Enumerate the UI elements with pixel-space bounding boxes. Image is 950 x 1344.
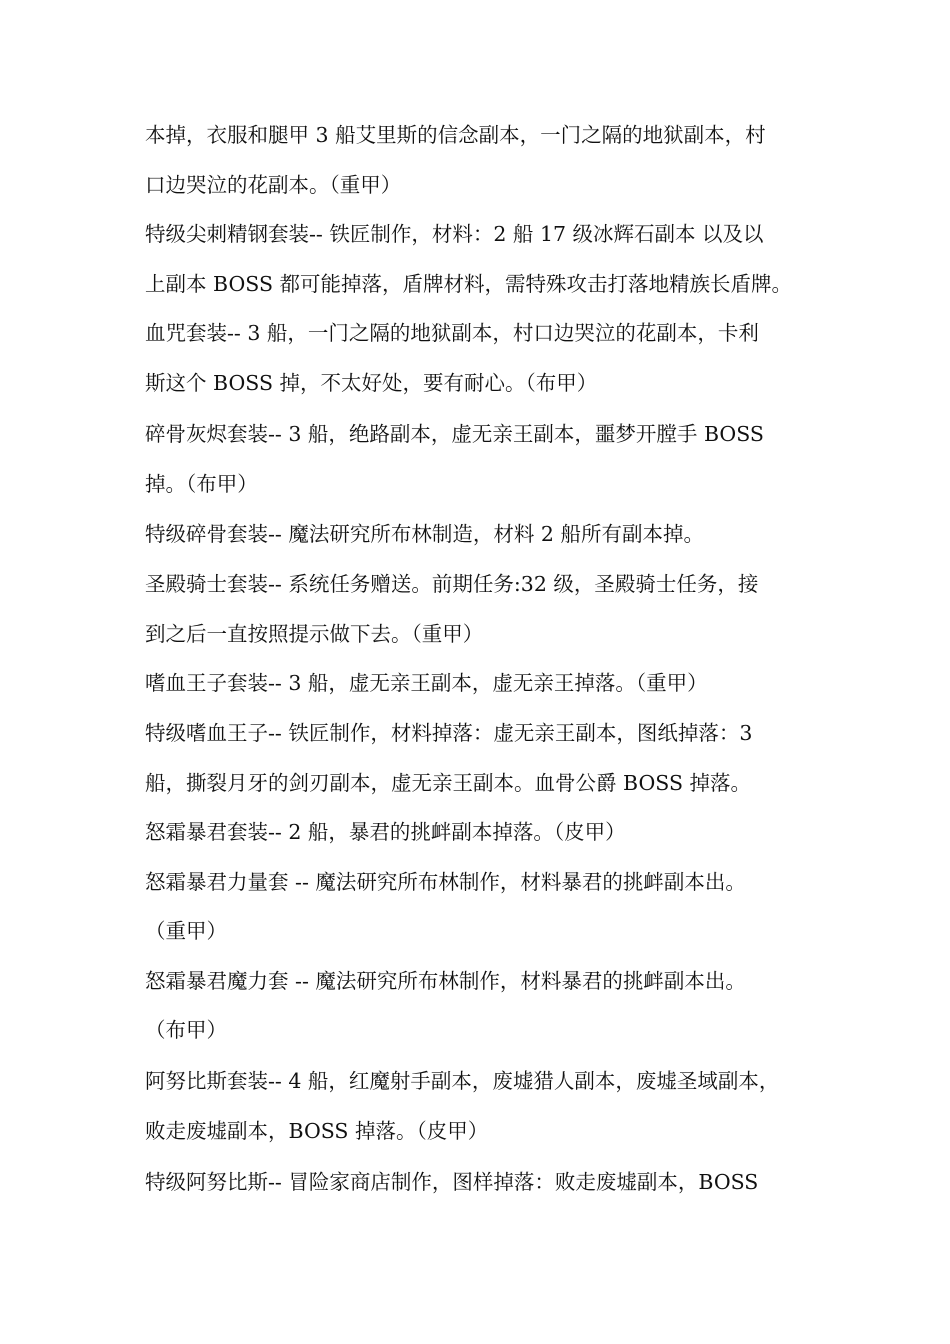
text-line: 斯这个 BOSS 掉，不太好处，要有耐心。（布甲）: [145, 371, 598, 395]
text-line: 特级阿努比斯-- 冒险家商店制作，图样掉落：败走废墟副本，BOSS: [145, 1170, 759, 1194]
text-line: 特级嗜血王子-- 铁匠制作，材料掉落：虚无亲王副本，图纸掉落：3: [145, 721, 753, 745]
text-line: 本掉，衣服和腿甲 3 船艾里斯的信念副本，一门之隔的地狱副本，村: [145, 123, 766, 147]
text-line: 特级尖刺精钢套装-- 铁匠制作，材料：2 船 17 级冰辉石副本 以及以: [145, 222, 764, 246]
text-line: 到之后一直按照提示做下去。（重甲）: [145, 622, 484, 646]
text-line: 阿努比斯套装-- 4 船，红魔射手副本，废墟猎人副本，废墟圣域副本，: [145, 1069, 780, 1093]
text-line: （布甲）: [145, 1018, 227, 1042]
text-line: 掉。（布甲）: [145, 472, 258, 496]
text-line: 血咒套装-- 3 船，一门之隔的地狱副本，村口边哭泣的花副本，卡利: [145, 321, 759, 345]
text-line: 怒霜暴君套装-- 2 船，暴君的挑衅副本掉落。（皮甲）: [145, 820, 626, 844]
text-line: 特级碎骨套装-- 魔法研究所布林制造，材料 2 船所有副本掉。: [145, 522, 704, 546]
text-line: （重甲）: [145, 919, 227, 943]
text-line: 船，撕裂月牙的剑刃副本，虚无亲王副本。血骨公爵 BOSS 掉落。: [145, 771, 752, 795]
text-line: 口边哭泣的花副本。（重甲）: [145, 173, 402, 197]
text-line: 圣殿骑士套装-- 系统任务赠送。前期任务:32 级，圣殿骑士任务，接: [145, 572, 759, 596]
text-line: 怒霜暴君力量套 -- 魔法研究所布林制作，材料暴君的挑衅副本出。: [145, 870, 746, 894]
text-line: 败走废墟副本，BOSS 掉落。（皮甲）: [145, 1119, 489, 1143]
text-line: 嗜血王子套装-- 3 船，虚无亲王副本，虚无亲王掉落。（重甲）: [145, 671, 708, 695]
text-line: 碎骨灰烬套装-- 3 船，绝路副本，虚无亲王副本，噩梦开膛手 BOSS: [145, 422, 764, 446]
text-line: 怒霜暴君魔力套 -- 魔法研究所布林制作，材料暴君的挑衅副本出。: [145, 969, 746, 993]
text-line: 上副本 BOSS 都可能掉落，盾牌材料，需特殊攻击打落地精族长盾牌。: [145, 272, 793, 296]
